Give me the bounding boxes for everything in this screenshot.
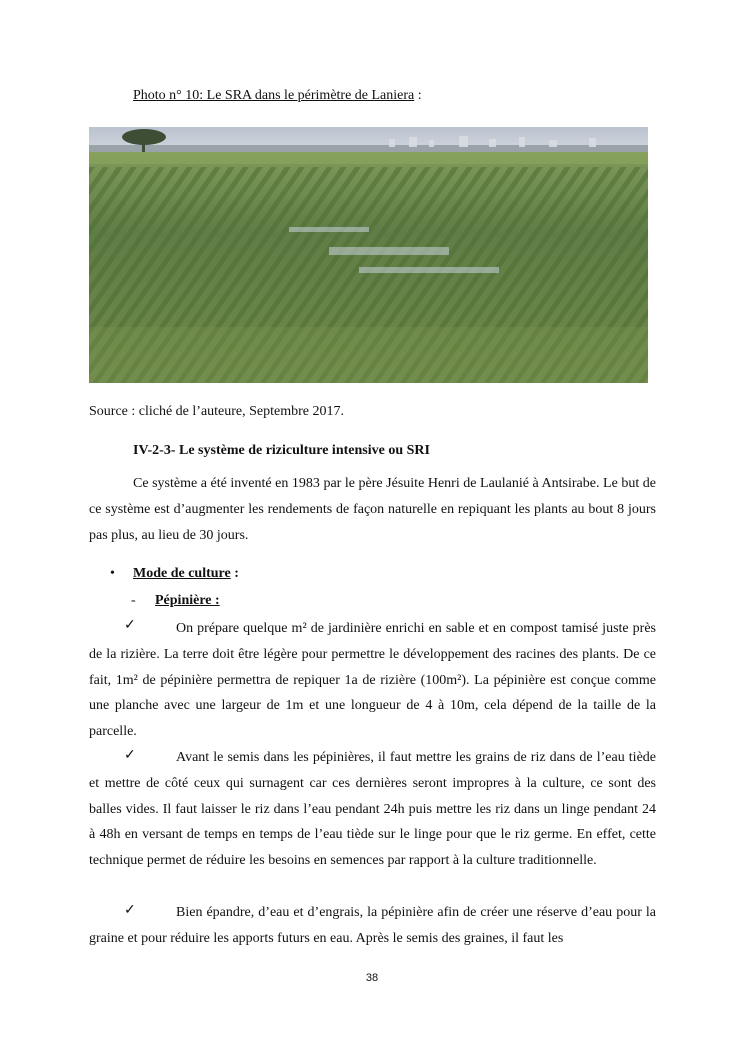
page-number: 38	[365, 972, 379, 984]
photo-source: Source : cliché de l’auteure, Septembre 2017.	[89, 404, 345, 419]
check-paragraph-2	[89, 745, 656, 874]
check-text: Avant le semis dans les pépinières, il faut mettre les grains de riz dans de l’eau tiède et mettre de côté ceux qui surnagent car ces dernières seront impropres à la culture, ce sont des balles vides. Il faut laisser le riz dans l’eau pendant 24h puis mettre les riz dans un linge pendant 24 à 48h en versant de temps en temps de l’eau tiède sur le linge pour que le riz germe. En effet, cette technique permet de réduire les besoins en semences par rapport à la culture traditionnelle.	[89, 750, 656, 869]
intro-paragraph	[89, 471, 656, 548]
subbullet-heading	[155, 593, 220, 609]
checkmark-icon: ✓	[124, 618, 136, 633]
check-paragraph-3	[89, 900, 656, 952]
bullet-suffix: :	[230, 566, 239, 581]
photo-caption	[133, 88, 422, 104]
check-text: On prépare quelque m² de jardinière enrichi en sable et en compost tamisé juste près de la rizière. La terre doit être légère pour permettre le développement des racines des plants. De ce fait, 1m² de pépinière permettra de repiquer 1a de rizière (100m²). La pépinière est conçue comme une planche avec une largeur de 1m et une longueur de 4 à 10m, cela dépend de la taille de la parcelle.	[89, 621, 656, 740]
section-heading: IV-2-3- Le système de riziculture intensive ou SRI	[133, 443, 430, 458]
checkmark-icon: ✓	[124, 903, 136, 918]
check-paragraph-1	[89, 616, 656, 745]
subbullet-label: Pépinière :	[155, 593, 220, 608]
bullet-label: Mode de culture	[133, 566, 231, 581]
caption-suffix: :	[414, 88, 422, 103]
intro-text: Ce système a été inventé en 1983 par le père Jésuite Henri de Laulanié à Antsirabe. Le but de ce système est d’augmenter les rendements de façon naturelle en repiquant les plants au bout 8 jours pas plus, au lieu de 30 jours.	[89, 476, 656, 543]
bullet-heading	[133, 566, 239, 582]
dash-marker: -	[131, 593, 136, 608]
checkmark-icon: ✓	[124, 748, 136, 763]
caption-label: Photo n° 10: Le SRA dans le périmètre de Laniera	[133, 88, 415, 103]
check-text: Bien épandre, d’eau et d’engrais, la pépinière afin de créer une réserve d’eau pour la graine et pour réduire les apports futurs en eau. Après le semis des graines, il faut les	[89, 905, 656, 946]
rice-paddy-photo	[89, 127, 648, 383]
bullet-icon: •	[110, 566, 115, 581]
